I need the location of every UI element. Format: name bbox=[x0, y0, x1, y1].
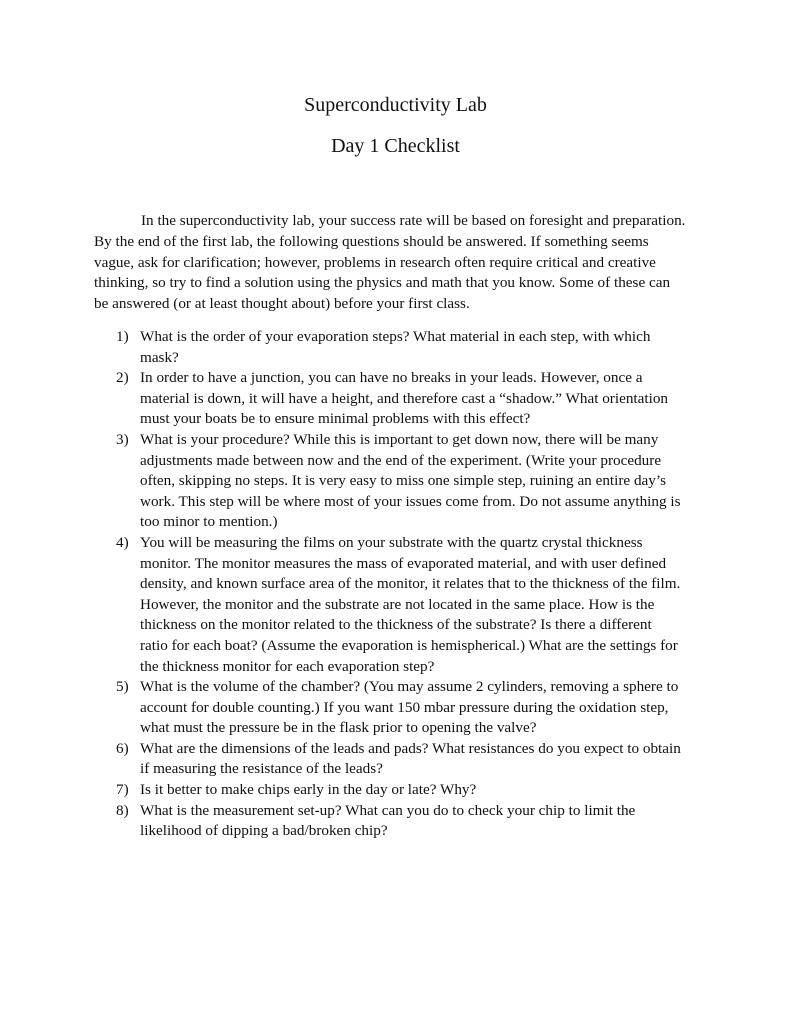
intro-line: By the end of the first lab, the following questions should be answered. If something seems bbox=[94, 232, 649, 250]
question-item bbox=[94, 368, 706, 430]
question-line: density, and known surface area of the monitor, it relates that to the thickness of the film. bbox=[140, 575, 681, 593]
question-line: You will be measuring the films on your substrate with the quartz crystal thickness bbox=[140, 533, 643, 551]
page-subtitle: Day 1 Checklist bbox=[331, 135, 460, 157]
question-number: 1) bbox=[116, 328, 129, 345]
question-line: However, the monitor and the substrate are not located in the same place. How is the bbox=[140, 595, 655, 613]
intro-line: vague, ask for clarification; however, problems in research often require critical and creative bbox=[94, 253, 656, 271]
intro-paragraph bbox=[94, 211, 706, 315]
question-line: account for double counting.) If you want 150 mbar pressure during the oxidation step, bbox=[140, 698, 669, 716]
intro-line: thinking, so try to find a solution using the physics and math that you know. Some of these can bbox=[94, 274, 671, 292]
question-number: 8) bbox=[116, 801, 129, 819]
question-line: likelihood of dipping a bad/broken chip? bbox=[140, 822, 388, 840]
intro-line: be answered (or at least thought about) before your first class. bbox=[94, 295, 470, 313]
question-line: What is the order of your evaporation steps? What material in each step, with which bbox=[140, 328, 651, 345]
question-list bbox=[94, 327, 706, 842]
question-line: adjustments made between now and the end of the experiment. (Write your procedure bbox=[140, 451, 662, 469]
question-line: Is it better to make chips early in the day or late? Why? bbox=[140, 781, 477, 799]
question-line: What are the dimensions of the leads and pads? What resistances do you expect to obtain bbox=[140, 739, 681, 757]
question-line: In order to have a junction, you can have no breaks in your leads. However, once a bbox=[140, 369, 643, 387]
question-line: What is the measurement set-up? What can you do to check your chip to limit the bbox=[140, 801, 636, 819]
question-item bbox=[94, 327, 706, 368]
question-number: 4) bbox=[116, 533, 129, 551]
question-item bbox=[94, 430, 706, 533]
question-line: mask? bbox=[140, 348, 179, 366]
question-line: often, skipping no steps. It is very easy to miss one simple step, ruining an entire day’s bbox=[140, 472, 666, 490]
question-line: thickness on the monitor related to the thickness of the substrate? Is there a different bbox=[140, 616, 652, 634]
question-line: what must the pressure be in the flask prior to opening the valve? bbox=[140, 719, 537, 737]
intro-line: In the superconductivity lab, your success rate will be based on foresight and preparation. bbox=[141, 212, 686, 229]
question-line: material is down, it will have a height, and therefore cast a “shadow.” What orientation bbox=[140, 389, 669, 407]
question-line: ratio for each boat? (Assume the evaporation is hemispherical.) What are the settings for bbox=[140, 636, 678, 654]
question-line: work. This step will be where most of your issues come from. Do not assume anything is bbox=[140, 492, 681, 510]
question-line: if measuring the resistance of the leads? bbox=[140, 760, 383, 778]
question-number: 7) bbox=[116, 781, 129, 799]
question-line: too minor to mention.) bbox=[140, 513, 278, 531]
question-item bbox=[94, 780, 706, 801]
question-item bbox=[94, 801, 706, 842]
question-number: 5) bbox=[116, 678, 129, 696]
question-number: 6) bbox=[116, 739, 129, 757]
question-line: monitor. The monitor measures the mass of evaporated material, and with user defined bbox=[140, 554, 667, 572]
question-item bbox=[94, 533, 706, 677]
question-line: the thickness monitor for each evaporation step? bbox=[140, 657, 435, 675]
question-line: What is your procedure? While this is important to get down now, there will be many bbox=[140, 430, 659, 448]
question-item bbox=[94, 677, 706, 739]
question-item bbox=[94, 739, 706, 780]
page-title: Superconductivity Lab bbox=[304, 94, 487, 116]
question-line: What is the volume of the chamber? (You may assume 2 cylinders, removing a sphere to bbox=[140, 678, 679, 696]
question-line: must your boats be to ensure minimal problems with this effect? bbox=[140, 410, 531, 428]
question-number: 3) bbox=[116, 430, 129, 448]
question-number: 2) bbox=[116, 369, 129, 387]
